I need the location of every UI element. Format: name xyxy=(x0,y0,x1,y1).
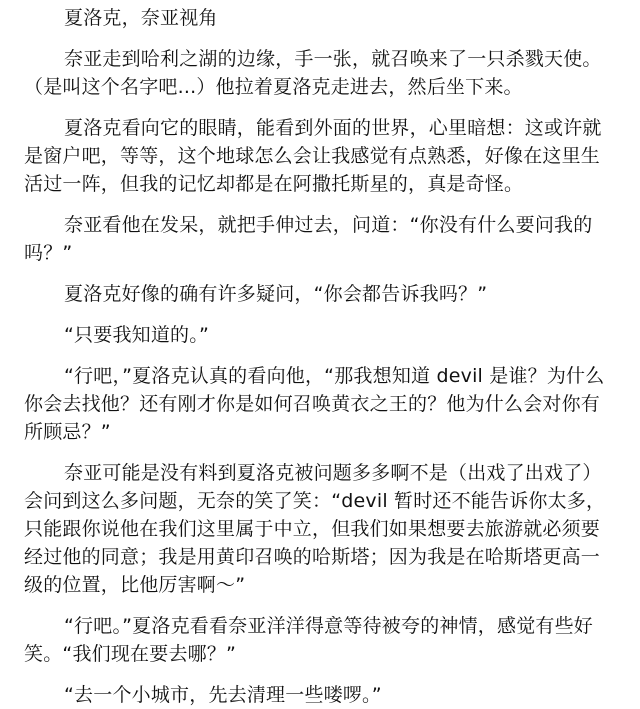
paragraph-7: “行吧，”夏洛克认真的看向他，“那我想知道 devil 是谁？为什么你会去找他？还有刚才你是如何召唤黄衣之王的？他为什么会对你有所顾忌？” xyxy=(24,365,605,443)
paragraph-5: 夏洛克好像的确有许多疑问，“你会都告诉我吗？” xyxy=(64,283,488,305)
paragraph-1: 夏洛克，奈亚视角 xyxy=(64,7,218,29)
paragraph-6: “只要我知道的。” xyxy=(64,324,209,346)
paragraph-8: 奈亚可能是没有料到夏洛克被问题多多啊不是（出戏了出戏了）会问到这么多问题，无奈的笑了笑：“devil 暂时还不能告诉你太多，只能跟你说他在我们这里属于中立，但我们如果想要去旅游就必须要经过他的同意；我是用黄印召唤的哈斯塔；因为我是在哈斯塔更高一级的位置，比他厉害啊～” xyxy=(24,462,606,596)
paragraph-10: “去一个小城市，先去清理一些喽啰。” xyxy=(64,684,382,706)
paragraph-3: 夏洛克看向它的眼睛，能看到外面的世界，心里暗想：这或许就是窗户吧，等等，这个地球怎么会让我感觉有点熟悉，好像在这里生活过一阵，但我的记忆却都是在阿撒托斯星的，真是奇怪。 xyxy=(24,117,602,195)
paragraph-4: 奈亚看他在发呆，就把手伸过去，问道：“你没有什么要问我的吗？” xyxy=(24,214,593,264)
paragraph-2: 奈亚走到哈利之湖的边缘，手一张，就召唤来了一只杀戮天使。（是叫这个名字吧...）他拉着夏洛克走进去，然后坐下来。 xyxy=(24,48,602,98)
paragraph-9: “行吧。”夏洛克看看奈亚洋洋得意等待被夸的神情，感觉有些好笑。“我们现在要去哪？” xyxy=(24,615,593,665)
